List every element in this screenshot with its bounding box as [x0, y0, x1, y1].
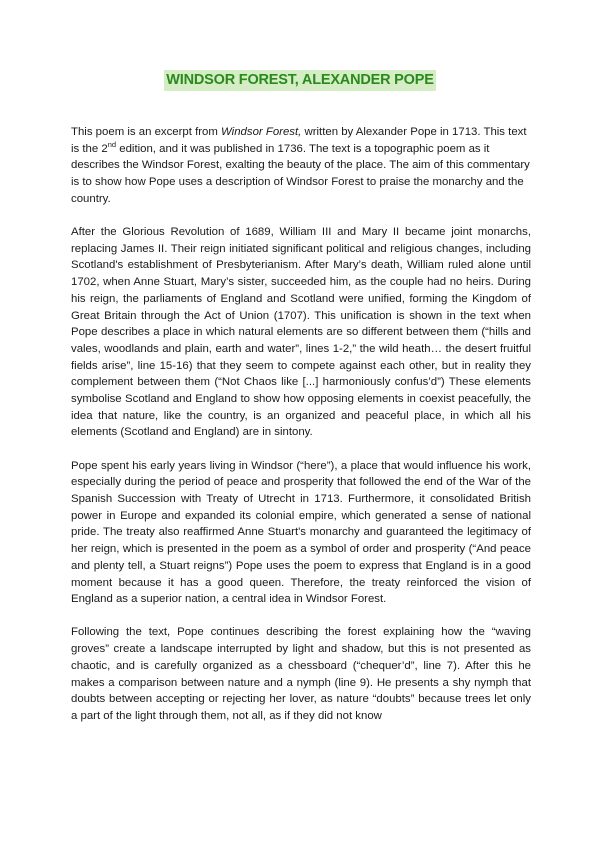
intro-text-2: written by Alexander Pope in 1713. This text is the 2 — [71, 126, 527, 155]
intro-paragraph — [71, 124, 531, 208]
paragraph-forest: Following the text, Pope continues describing the forest explaining how the “waving groves” create a landscape interrupted by light and shadow, but this is not presented as chaotic, and is carefully organized as a chessboard (“chequer’d”, line 7). After this he makes a comparison between nature and a nymph (line 9). He presents a shy nymph that doubts between accepting or rejecting her lover, as nature “doubts” because trees let only a part of the light through them, not all, as if they did not know — [71, 626, 531, 722]
ordinal-suffix: nd — [107, 139, 117, 149]
paragraph-windsor: Pope spent his early years living in Windsor (“here”), a place that would influence his work, especially during the period of peace and prosperity that followed the end of the War of the Spanish Succession with Treaty of Utrecht in 1713. Furthermore, it consolidated British power in Europe and expanded its colonial empire, which generated a sense of national pride. The treaty also reaffirmed Anne Stuart's monarchy and guaranteed the legitimacy of her reign, which is presented in the poem as a symbol of order and prosperity (“And peace and plenty tell, a Stuart reigns”) Pope uses the poem to express that England is in a good moment because it has a good queen. Therefore, the treaty reinforced the vision of England as a superior nation, a central idea in Windsor Forest. — [71, 459, 531, 606]
document-title: WINDSOR FOREST, ALEXANDER POPE — [164, 70, 435, 91]
document-body — [71, 124, 531, 741]
title-wrap — [0, 70, 600, 91]
paragraph-revolution: After the Glorious Revolution of 1689, William III and Mary II became joint monarchs, replacing James II. Their reign initiated significant political and religious changes, including Scotland's establishment of Presbyterianism. After Mary’s death, William ruled alone until 1702, when Anne Stuart, Mary’s sister, succeeded him, as the couple had no heirs. During his reign, the parliaments of England and Scotland were unified, forming the Kingdom of Great Britain through the Act of Union (1707). This unification is shown in the text when Pope describes a place in which natural elements are so different between them (“hills and vales, woodlands and plain, earth and water”, lines 1-2,” the wild heath… the desert fruitful fields arise”, line 15-16) that they seem to compete against each other, but in reality they complement between them (“Not Chaos like [...] harmoniously confus’d”) These elements symbolise Scotland and England to show how opposing elements in coexist peacefully, the idea that nature, like the country, is an organized and peaceful place, in which all his elements (Scotland and England) are in sintony. — [71, 226, 531, 439]
work-title: Windsor Forest, — [221, 126, 302, 138]
intro-text-1: This poem is an excerpt from — [71, 126, 222, 138]
intro-text-3: edition, and it was published in 1736. The text is a topographic poem as it describes the Windsor Forest, exalting the beauty of the place. The aim of this commentary is to show how Pope uses a description of Windsor Forest to praise the monarchy and the country. — [71, 142, 530, 205]
